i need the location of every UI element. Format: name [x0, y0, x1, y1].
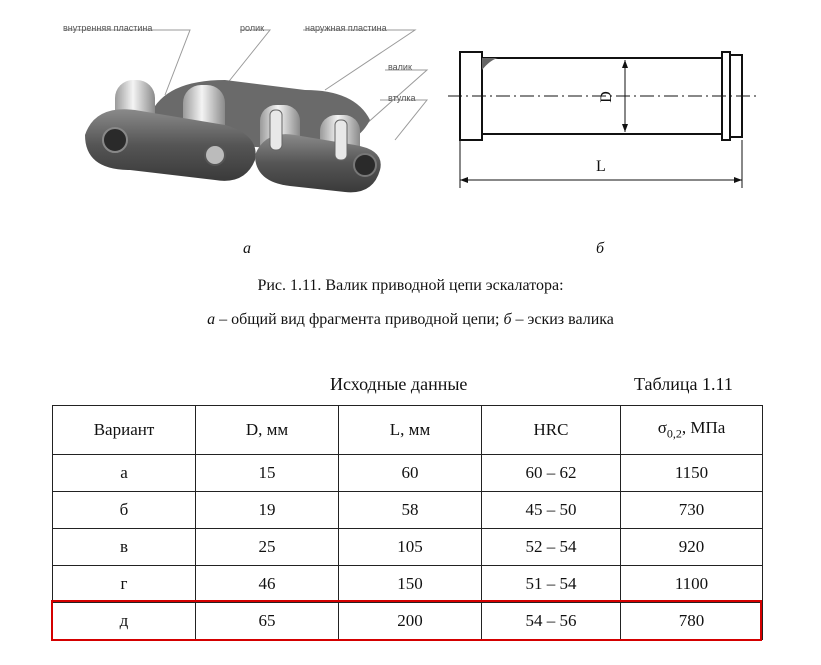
cell-d: 25	[196, 529, 339, 566]
label-roller: ролик	[240, 23, 265, 33]
data-table	[52, 405, 763, 640]
cell-d: 19	[196, 492, 339, 529]
label-inner-plate: внутренняя пластина	[63, 23, 153, 33]
cell-d: 46	[196, 566, 339, 603]
label-bushing: втулка	[388, 93, 416, 103]
header-l: L, мм	[339, 406, 482, 455]
cell-hrc: 51 – 54	[482, 566, 621, 603]
cell-d: 65	[196, 603, 339, 640]
cell-variant: д	[53, 603, 196, 640]
table-row	[53, 455, 763, 492]
cell-d: 15	[196, 455, 339, 492]
cell-hrc: 45 – 50	[482, 492, 621, 529]
cell-sigma: 1100	[621, 566, 763, 603]
sigma-sub: 0,2	[666, 426, 682, 441]
sketch-label-l: L	[596, 158, 606, 175]
figure-caption-line1: Рис. 1.11. Валик приводной цепи эскалатора:	[257, 277, 564, 294]
cell-variant: а	[53, 455, 196, 492]
cell-sigma: 780	[621, 603, 763, 640]
cell-l: 60	[339, 455, 482, 492]
cell-variant: г	[53, 566, 196, 603]
caption-b: б	[503, 311, 512, 328]
sigma-symbol: σ	[657, 418, 667, 438]
cell-hrc: 60 – 62	[482, 455, 621, 492]
cell-hrc: 52 – 54	[482, 529, 621, 566]
sketch-label-d: D	[597, 91, 615, 103]
cell-l: 105	[339, 529, 482, 566]
sigma-unit: , МПа	[681, 418, 726, 438]
figure-caption-line2	[0, 311, 821, 329]
cell-variant: в	[53, 529, 196, 566]
cell-sigma: 920	[621, 529, 763, 566]
header-hrc: HRC	[482, 406, 621, 455]
label-outer-plate: наружная пластина	[305, 23, 387, 33]
cell-l: 200	[339, 603, 482, 640]
table-row-highlighted	[53, 603, 763, 640]
caption-b-text: – эскиз валика	[511, 311, 614, 328]
caption-a-text: – общий вид фрагмента приводной цепи;	[215, 311, 504, 328]
label-pin: валик	[388, 62, 412, 72]
subfigure-label-b: б	[596, 240, 605, 257]
cell-sigma: 730	[621, 492, 763, 529]
chain-illustration	[55, 10, 435, 210]
cell-l: 58	[339, 492, 482, 529]
table-row	[53, 492, 763, 529]
caption-a: а	[207, 311, 216, 328]
header-variant: Вариант	[53, 406, 196, 455]
subfigure-label-a: а	[243, 240, 251, 257]
cell-l: 150	[339, 566, 482, 603]
table-number: Таблица 1.11	[634, 374, 733, 394]
cell-variant: б	[53, 492, 196, 529]
cell-hrc: 54 – 56	[482, 603, 621, 640]
table-row	[53, 566, 763, 603]
table-title: Исходные данные	[330, 374, 468, 394]
cell-sigma: 1150	[621, 455, 763, 492]
header-d: D, мм	[196, 406, 339, 455]
table-row	[53, 529, 763, 566]
header-sigma	[621, 406, 763, 455]
table-header-row	[53, 406, 763, 455]
